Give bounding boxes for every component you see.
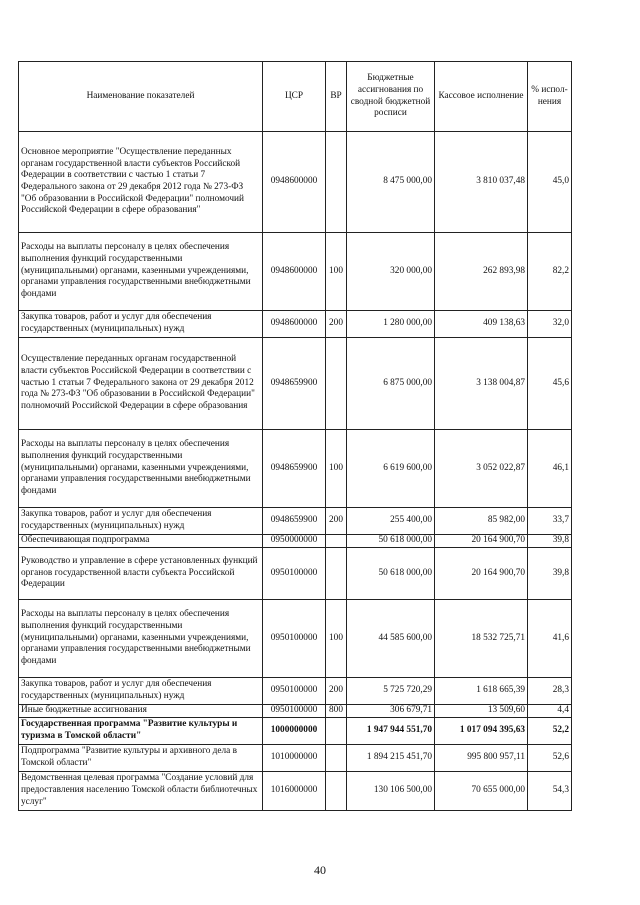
- row-pct: 4,4: [528, 705, 572, 718]
- row-cash: 262 893,98: [435, 233, 528, 311]
- row-pct: 54,3: [528, 772, 572, 811]
- row-pct: 33,7: [528, 508, 572, 535]
- row-name: Закупка товаров, работ и услуг для обеспечения государственных (муниципальных) нужд: [19, 508, 263, 535]
- row-assigned: 8 475 000,00: [347, 132, 435, 233]
- row-assigned: 5 725 720,29: [347, 678, 435, 705]
- header-assigned: Бюджетные ассигнования по сводной бюджетной росписи: [347, 62, 435, 132]
- table-row: [19, 772, 572, 811]
- row-pct: 46,1: [528, 430, 572, 508]
- row-csr: 0948600000: [263, 311, 326, 338]
- row-name: Расходы на выплаты персоналу в целях обеспечения выполнения функций государственными (муниципальными) органами, казенными учреждениями, органами управления государственными внебюджетными фондами: [19, 600, 263, 678]
- row-pct: 39,8: [528, 548, 572, 600]
- row-cash: 409 138,63: [435, 311, 528, 338]
- header-name: Наименование показателей: [19, 62, 263, 132]
- row-csr: 1016000000: [263, 772, 326, 811]
- row-csr: 0950100000: [263, 548, 326, 600]
- row-assigned: 44 585 600,00: [347, 600, 435, 678]
- row-pct: 82,2: [528, 233, 572, 311]
- table-row: [19, 705, 572, 718]
- row-name: Государственная программа "Развитие культуры и туризма в Томской области": [19, 718, 263, 745]
- row-cash: 13 509,60: [435, 705, 528, 718]
- row-cash: 3 138 004,87: [435, 338, 528, 430]
- row-vr: [326, 535, 347, 548]
- row-vr: [326, 772, 347, 811]
- row-assigned: 6 619 600,00: [347, 430, 435, 508]
- row-cash: 70 655 000,00: [435, 772, 528, 811]
- table-row: [19, 718, 572, 745]
- row-name: Руководство и управление в сфере установленных функций органов государственной власти субъекта Российской Федерации: [19, 548, 263, 600]
- row-assigned: 1 894 215 451,70: [347, 745, 435, 772]
- table-row: [19, 430, 572, 508]
- row-assigned: 130 106 500,00: [347, 772, 435, 811]
- row-cash: 1 618 665,39: [435, 678, 528, 705]
- table-row: [19, 338, 572, 430]
- page-number: 40: [314, 863, 326, 877]
- table-row: [19, 548, 572, 600]
- row-name: Иные бюджетные ассигнования: [19, 705, 263, 718]
- row-vr: [326, 132, 347, 233]
- row-name: Расходы на выплаты персоналу в целях обеспечения выполнения функций государственными (муниципальными) органами, казенными учреждениями, органами управления государственными внебюджетными фондами: [19, 430, 263, 508]
- row-pct: 32,0: [528, 311, 572, 338]
- row-cash: 3 810 037,48: [435, 132, 528, 233]
- row-assigned: 1 280 000,00: [347, 311, 435, 338]
- row-vr: [326, 548, 347, 600]
- row-vr: [326, 718, 347, 745]
- budget-table: [18, 61, 572, 811]
- row-csr: 1000000000: [263, 718, 326, 745]
- row-name: Обеспечивающая подпрограмма: [19, 535, 263, 548]
- table-header-row: [19, 62, 572, 132]
- row-cash: 85 982,00: [435, 508, 528, 535]
- row-pct: 52,2: [528, 718, 572, 745]
- row-assigned: 6 875 000,00: [347, 338, 435, 430]
- row-cash: 1 017 094 395,63: [435, 718, 528, 745]
- table-row: [19, 535, 572, 548]
- header-vr: ВР: [326, 62, 347, 132]
- row-csr: 0950000000: [263, 535, 326, 548]
- row-csr: 0948659900: [263, 508, 326, 535]
- table-row: [19, 311, 572, 338]
- row-vr: 100: [326, 430, 347, 508]
- header-pct: % испол-нения: [528, 62, 572, 132]
- row-csr: 0950100000: [263, 678, 326, 705]
- row-assigned: 50 618 000,00: [347, 548, 435, 600]
- row-assigned: 255 400,00: [347, 508, 435, 535]
- row-csr: 0950100000: [263, 705, 326, 718]
- row-vr: 200: [326, 678, 347, 705]
- row-cash: 20 164 900,70: [435, 535, 528, 548]
- row-pct: 28,3: [528, 678, 572, 705]
- row-csr: 0948659900: [263, 338, 326, 430]
- row-vr: [326, 745, 347, 772]
- row-pct: 52,6: [528, 745, 572, 772]
- row-vr: 800: [326, 705, 347, 718]
- row-name: Закупка товаров, работ и услуг для обеспечения государственных (муниципальных) нужд: [19, 311, 263, 338]
- row-csr: 0948600000: [263, 233, 326, 311]
- row-pct: 41,6: [528, 600, 572, 678]
- row-csr: 0948600000: [263, 132, 326, 233]
- table-row: [19, 233, 572, 311]
- row-cash: 20 164 900,70: [435, 548, 528, 600]
- row-name: Подпрограмма "Развитие культуры и архивного дела в Томской области": [19, 745, 263, 772]
- row-csr: 0948659900: [263, 430, 326, 508]
- row-name: Закупка товаров, работ и услуг для обеспечения государственных (муниципальных) нужд: [19, 678, 263, 705]
- table-row: [19, 678, 572, 705]
- row-pct: 39,8: [528, 535, 572, 548]
- row-pct: 45,0: [528, 132, 572, 233]
- row-assigned: 320 000,00: [347, 233, 435, 311]
- row-csr: 1010000000: [263, 745, 326, 772]
- row-cash: 18 532 725,71: [435, 600, 528, 678]
- row-assigned: 306 679,71: [347, 705, 435, 718]
- row-vr: [326, 338, 347, 430]
- row-cash: 995 800 957,11: [435, 745, 528, 772]
- row-assigned: 50 618 000,00: [347, 535, 435, 548]
- row-vr: 200: [326, 508, 347, 535]
- row-vr: 100: [326, 600, 347, 678]
- row-pct: 45,6: [528, 338, 572, 430]
- table-row: [19, 132, 572, 233]
- row-name: Основное мероприятие "Осуществление переданных органам государственной власти субъектов Российской Федерации в соответствии с частью 1 статьи 7 Федерального закона от 29 декабря 2012 года № 273-ФЗ "Об образовании в Российской Федерации" полномочий Российской Федерации в сфере образования": [19, 132, 263, 233]
- header-csr: ЦСР: [263, 62, 326, 132]
- row-name: Ведомственная целевая программа "Создание условий для предоставления населению Томской области библиотечных услуг": [19, 772, 263, 811]
- row-cash: 3 052 022,87: [435, 430, 528, 508]
- row-vr: 200: [326, 311, 347, 338]
- row-name: Осуществление переданных органам государственной власти субъектов Российской Федерации в соответствии с частью 1 статьи 7 Федерального закона от 29 декабря 2012 года № 273-ФЗ "Об образовании в Российской Федерации" полномочий Российской Федерации в сфере образования: [19, 338, 263, 430]
- row-assigned: 1 947 944 551,70: [347, 718, 435, 745]
- table-row: [19, 745, 572, 772]
- header-cash: Кассовое исполнение: [435, 62, 528, 132]
- row-vr: 100: [326, 233, 347, 311]
- table-row: [19, 508, 572, 535]
- row-name: Расходы на выплаты персоналу в целях обеспечения выполнения функций государственными (муниципальными) органами, казенными учреждениями, органами управления государственными внебюджетными фондами: [19, 233, 263, 311]
- row-csr: 0950100000: [263, 600, 326, 678]
- table-row: [19, 600, 572, 678]
